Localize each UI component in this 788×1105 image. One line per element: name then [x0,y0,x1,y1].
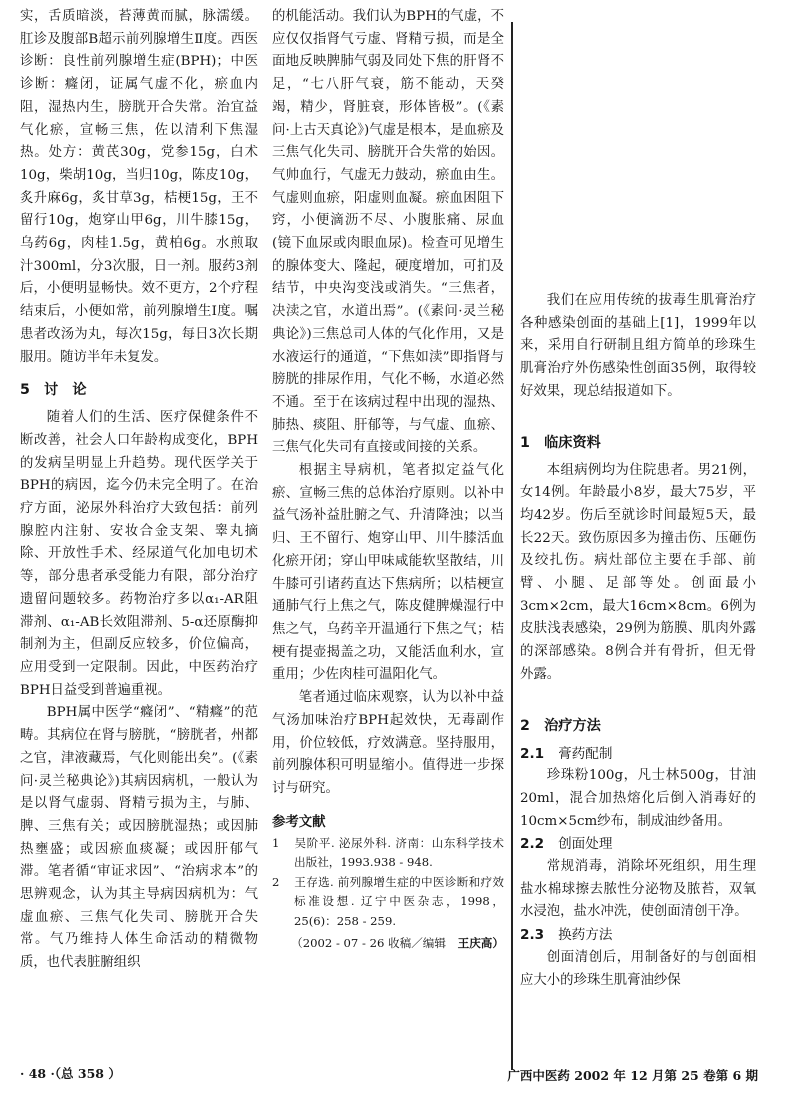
references-heading: 参考文献 [272,814,326,830]
section-number: 2 [520,717,530,734]
subsection-2-1-heading [520,743,756,766]
subsection-number: 2.2 [520,836,545,853]
subsection-title: 创面处理 [558,836,613,853]
reference-number: 1 [272,835,280,850]
discussion-para-3: 的机能活动。我们认为BPH的气虚，不应仅仅指肾气亏虚、肾精亏损，而是全面地反映脾肺气弱及同处下焦的肝肾不足，“七八肝气衰，筋不能动，天癸竭，精少，肾脏衰，形体皆极”。(《素问·上古天真论》)气虚是根本，是血瘀及三焦气化失司、膀胱开合失常的始因。气帅血行，气虚无力鼓动，瘀血由生。气虚则血瘀，阳虚则血凝。瘀血困阻下窍，小便滴沥不尽、小腹胀痛、尿血(镜下血尿或肉眼血尿)。检查可见增生的腺体变大、隆起，硬度增加，可扪及结节，中央沟变浅或消失。“三焦者，决渎之官，水道出焉”。(《素问·灵兰秘典论》)三焦总司人体的气化作用，又是水液运行的通道，“下焦如渎”即指肾与膀胱的排尿作用，气化不畅，水道必然不通。至于在该病过程中出现的湿热、肺热、痰阻、肝郁等，与气虚、血瘀、三焦气化失司有直接或间接的关系。 [272,9,504,456]
reference-text: 王存选. 前列腺增生症的中医诊断和疗效标准设想. 辽宁中医杂志，1998，25(6)：258 - 259. [294,874,504,928]
reference-item [272,873,504,932]
column-left [20,6,258,975]
clinical-data-paragraph: 本组病例均为住院患者。男21例，女14例。年龄最小8岁，最大75岁，平均42岁。伤后至就诊时间最短5天，最长22天。致伤原因多为撞击伤、压砸伤及绞扎伤。病灶部位主要在手部、前臂、小腿、足部等处。创面最小3cm×2cm，最大16cm×8cm。6例为皮肤浅表感染，29例为筋膜、肌肉外露的深部感染。8例合并有骨折，但无骨外露。 [520,462,756,682]
subsection-2-2-heading [520,833,756,856]
discussion-para-4: 根据主导病机，笔者拟定益气化瘀、宣畅三焦的总体治疗原则。以补中益气汤补益肚腑之气、升清降浊；以当归、王不留行、炮穿山甲、川牛膝活血化瘀开闭；穿山甲味咸能软坚散结，川牛膝可引诸药直达下焦病所；以桔梗宣通肺气行上焦之气，陈皮健脾燥湿行中焦之气，乌药辛开温通行下焦之气；桔梗有提壶揭盖之功，又能活血利水，宣重用；少佐肉桂可温阳化气。 [272,463,504,683]
subsection-number: 2.1 [520,745,545,762]
case-report-text: 实，舌质暗淡，苔薄黄而腻，脉濡缓。肛诊及腹部B超示前列腺增生Ⅱ度。西医诊断：良性前列腺增生症(BPH)；中医诊断：癃闭，证属气虚不化，瘀血内阻，湿热内生，膀胱开合失常。治宜益气化瘀，宣畅三焦，佐以清利下焦湿热。处方：黄芪30g，党参15g，白术10g，柴胡10g，当归10g，陈皮10g，炙升麻6g，炙甘草3g，桔梗15g，王不留行10g，炮穿山甲6g，川牛膝15g，乌药6g，肉桂1.5g，黄柏6g。水煎取汁300ml，分3次服，日一剂。服药3剂后，小便明显畅快。效不更方，2个疗程结束后，小便如常，前列腺增生Ⅰ度。嘱患者改汤为丸，每次15g，每日3次长期服用。随访半年未复发。 [20,9,258,365]
section-number: 1 [520,434,530,451]
section-title: 临床资料 [544,434,601,451]
section-2-heading [520,715,756,737]
column-divider [511,22,513,1070]
preparation-paragraph: 珍珠粉100g，凡士林500g，甘油20ml，混合加热熔化后倒入消毒好的10cm×5cm纱布，制成油纱备用。 [520,768,756,829]
subsection-2-3-heading [520,924,756,947]
column-right [520,290,756,992]
discussion-para-5: 笔者通过临床观察，认为以补中益气汤加味治疗BPH起效快，无毒副作用，价位较低，疗效满意。坚持服用，前列腺体积可明显缩小。值得进一步探讨与研究。 [272,690,504,796]
section-1-heading [520,432,756,454]
reference-item [272,834,504,873]
discussion-para-1: 随着人们的生活、医疗保健条件不断改善，社会人口年龄构成变化，BPH的发病呈明显上升趋势。现代医学关于BPH的病因，迄今仍未完全明了。在治疗方面，泌尿外科治疗大致包括：前列腺腔内注射、安妆合金支架、睾丸摘除、开放性手术、经尿道气化加电切术等，部分患者承受能力有限，部分治疗遗留问题较多。药物治疗多以α₁-AR阻滞剂、α₁-AB长效阻滞剂、5-α还原酶抑制剂为主，但副反应较多，价位偏高，应用受到一定限制。因此，中医药治疗BPH日益受到普遍重视。 [20,410,258,698]
column-middle [272,6,504,953]
received-note [272,933,504,953]
discussion-para-2: BPH属中医学“癃闭”、“精癃”的范畴。其病位在肾与膀胱，“膀胱者，州都之官，津液藏焉，气化则能出矣”。(《素问·灵兰秘典论》)其病因病机，一般认为是以肾气虚弱、肾精亏损为主，与肺、脾、三焦有关；或因膀胱湿热；或因肺热壅盛；或因瘀血痰凝；或因肝郁气滞。笔者循“审证求因”、“治病求本”的思辨观念，认为其主导病因病机为：气虚血瘀、三焦气化失司、膀胱开合失常。气乃维持人体生命活动的精微物质，也代表脏腑组织 [20,705,258,971]
reference-text: 吴阶平. 泌尿外科. 济南：山东科学技术出版社，1993.938 - 948. [294,835,504,870]
intro-paragraph: 我们在应用传统的拔毒生肌膏治疗各种感染创面的基础上[1]，1999年以来，采用自行研制且组方简单的珍珠生肌膏治疗外伤感染性创面35例，取得较好效果，现总结报道如下。 [520,293,756,399]
discussion-heading: 5 讨 论 [20,382,87,399]
section-title: 治疗方法 [544,717,601,734]
subsection-title: 膏药配制 [558,745,613,762]
journal-footer: 广西中医药 2002 年 12 月第 25 卷第 6 期 [507,1068,758,1083]
dressing-paragraph: 创面清创后，用制备好的与创面相应大小的珍珠生肌膏油纱保 [520,949,756,988]
reference-number: 2 [272,874,280,889]
wound-treatment-paragraph: 常规消毒，消除坏死组织，用生理盐水棉球擦去脓性分泌物及脓苔，双氧水浸泡，盐水冲洗，使创面清创干净。 [520,859,756,920]
received-date: （2002 - 07 - 26 收稿／编辑 [291,936,446,951]
subsection-title: 换药方法 [558,927,613,944]
editor-name: 王庆高） [457,936,504,951]
page-number: · 48 ·（总 358 ） [20,1066,121,1081]
subsection-number: 2.3 [520,927,545,944]
